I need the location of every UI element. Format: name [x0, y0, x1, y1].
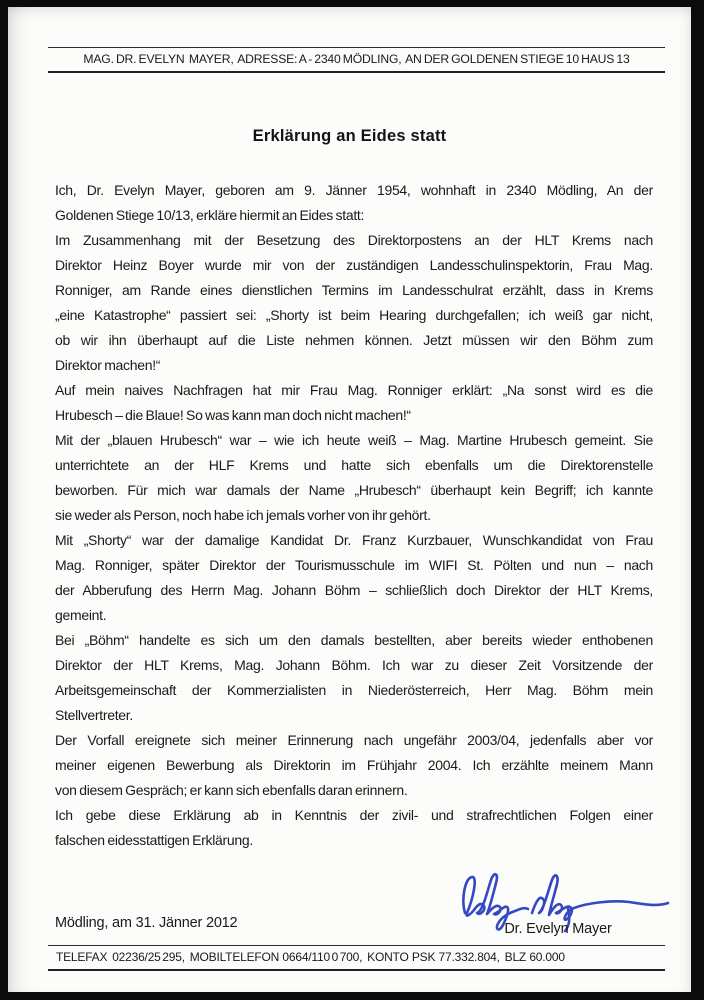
document-paper [8, 7, 691, 992]
body-text [55, 178, 653, 853]
body-line: Mit „Shorty“ war der damalige Kandidat Dr. Franz Kurzbauer, Wunschkandidat von Frau [55, 532, 653, 548]
body-line: Bei „Böhm“ handelte es sich um den damals bestellten, aber bereits wieder enthobenen [55, 632, 653, 648]
signatory-name: Dr. Evelyn Mayer [504, 921, 612, 937]
footer-contact-line: TELEFAX 02236/25 295, MOBILTELEFON 0664/110 0 700, KONTO PSK 77.332.804, BLZ 60.000 [48, 945, 665, 971]
body-line: von diesem Gespräch; er kann sich ebenfalls daran erinnern. [55, 782, 408, 798]
body-line: Auf mein naives Nachfragen hat mir Frau Mag. Ronniger erklärt: „Na sonst wird es die [55, 382, 653, 398]
body-line: Arbeitsgemeinschaft der Kommerzialisten in Niederösterreich, Herr Mag. Böhm mein [55, 682, 653, 698]
body-line: Mit der „blauen Hrubesch“ war – wie ich heute weiß – Mag. Martine Hrubesch gemeint. Sie [55, 432, 653, 448]
body-line: Der Vorfall ereignete sich meiner Erinnerung nach ungefähr 2003/04, jedenfalls aber vor [55, 732, 653, 748]
document-title: Erklärung an Eides statt [252, 127, 447, 145]
body-line: Mag. Ronniger, später Direktor der Tourismusschule im WIFI St. Pölten und nun – nach [55, 557, 653, 573]
letterhead: MAG. DR. EVELYN MAYER, ADRESSE: A - 2340 MÖDLING, AN DER GOLDENEN STIEGE 10 HAUS 13 [48, 47, 665, 73]
body-line: beworben. Für mich war damals der Name „Hrubesch“ überhaupt kein Begriff; ich kannte [55, 482, 653, 498]
body-line: Direktor machen!“ [55, 357, 161, 373]
body-line: Goldenen Stiege 10/13, erkläre hiermit an Eides statt: [55, 207, 365, 223]
body-line: Direktor der HLT Krems, Mag. Johann Böhm. Ich war zu dieser Zeit Vorsitzende der [55, 657, 653, 673]
body-line: der Abberufung des Herrn Mag. Johann Böhm – schließlich doch Direktor der HLT Krems, [55, 582, 653, 598]
body-line: Stellvertreter. [55, 707, 133, 723]
body-line: sie weder als Person, noch habe ich jemals vorher von ihr gehört. [55, 507, 431, 523]
body-line: gemeint. [55, 607, 107, 623]
body-line: Ich gebe diese Erklärung ab in Kenntnis der zivil- und strafrechtlichen Folgen einer [55, 807, 653, 823]
body-line: falschen eidesstattigen Erklärung. [55, 832, 253, 848]
body-line: unterrichtete an der HLF Krems und hatte sich ebenfalls um die Direktorenstelle [55, 457, 653, 473]
body-line: Direktor Heinz Boyer wurde mir von der zuständigen Landesschulinspektorin, Frau Mag. [55, 257, 653, 273]
body-line: Ich, Dr. Evelyn Mayer, geboren am 9. Jänner 1954, wohnhaft in 2340 Mödling, An der [55, 182, 653, 198]
body-line: Im Zusammenhang mit der Besetzung des Direktorpostens an der HLT Krems nach [55, 232, 653, 248]
body-line: ob wir ihn überhaupt auf die Liste nehmen können. Jetzt müssen wir den Böhm zum [55, 332, 653, 348]
date-place-line: Mödling, am 31. Jänner 2012 [55, 915, 238, 931]
body-line: Ronniger, am Rande eines dienstlichen Termins im Landesschulrat erzählt, dass in Krems [55, 282, 653, 298]
body-line: „eine Katastrophe“ passiert sei: „Shorty ist beim Hearing durchgefallen; ich weiß gar nicht, [55, 307, 653, 323]
body-line: Hrubesch – die Blaue! So was kann man doch nicht machen!“ [55, 407, 411, 423]
body-line: meiner eigenen Bewerbung als Direktorin im Frühjahr 2004. Ich erzählte meinem Mann [55, 757, 653, 773]
